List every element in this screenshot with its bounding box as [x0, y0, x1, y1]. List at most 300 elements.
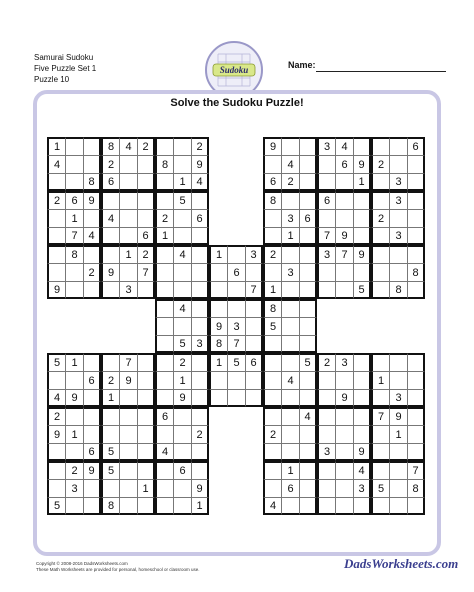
sudoku-cell[interactable]: 8 — [389, 281, 407, 299]
sudoku-cell[interactable]: 1 — [371, 371, 389, 389]
sudoku-cell[interactable] — [407, 407, 425, 425]
sudoku-cell[interactable] — [119, 227, 137, 245]
sudoku-cell[interactable] — [137, 173, 155, 191]
sudoku-cell[interactable] — [191, 245, 209, 263]
sudoku-cell[interactable]: 3 — [281, 263, 299, 281]
sudoku-cell[interactable] — [155, 335, 173, 353]
sudoku-cell[interactable]: 9 — [335, 227, 353, 245]
sudoku-cell[interactable] — [191, 317, 209, 335]
sudoku-cell[interactable]: 9 — [83, 461, 101, 479]
sudoku-cell[interactable] — [335, 461, 353, 479]
sudoku-cell[interactable] — [263, 335, 281, 353]
sudoku-cell[interactable] — [371, 227, 389, 245]
sudoku-cell[interactable]: 2 — [191, 425, 209, 443]
sudoku-cell[interactable]: 1 — [263, 281, 281, 299]
sudoku-cell[interactable] — [155, 137, 173, 155]
sudoku-cell[interactable] — [155, 353, 173, 371]
sudoku-cell[interactable] — [335, 425, 353, 443]
sudoku-cell[interactable]: 7 — [245, 281, 263, 299]
sudoku-cell[interactable] — [65, 281, 83, 299]
sudoku-cell[interactable]: 4 — [173, 299, 191, 317]
sudoku-cell[interactable]: 2 — [83, 263, 101, 281]
sudoku-cell[interactable] — [65, 173, 83, 191]
sudoku-cell[interactable]: 9 — [353, 443, 371, 461]
sudoku-cell[interactable] — [65, 497, 83, 515]
sudoku-cell[interactable] — [191, 371, 209, 389]
sudoku-cell[interactable] — [353, 425, 371, 443]
sudoku-cell[interactable]: 4 — [281, 155, 299, 173]
sudoku-cell[interactable] — [83, 155, 101, 173]
sudoku-cell[interactable]: 7 — [335, 245, 353, 263]
sudoku-cell[interactable]: 3 — [317, 245, 335, 263]
sudoku-cell[interactable] — [191, 443, 209, 461]
sudoku-cell[interactable]: 6 — [191, 209, 209, 227]
sudoku-cell[interactable] — [101, 281, 119, 299]
sudoku-cell[interactable] — [389, 461, 407, 479]
sudoku-cell[interactable] — [155, 173, 173, 191]
sudoku-cell[interactable] — [389, 353, 407, 371]
sudoku-cell[interactable] — [317, 209, 335, 227]
sudoku-cell[interactable]: 1 — [209, 353, 227, 371]
sudoku-cell[interactable]: 1 — [173, 371, 191, 389]
sudoku-cell[interactable] — [191, 227, 209, 245]
sudoku-cell[interactable] — [407, 497, 425, 515]
sudoku-cell[interactable] — [173, 425, 191, 443]
sudoku-cell[interactable]: 6 — [407, 137, 425, 155]
sudoku-cell[interactable]: 9 — [101, 263, 119, 281]
sudoku-cell[interactable] — [155, 263, 173, 281]
sudoku-cell[interactable]: 9 — [335, 389, 353, 407]
sudoku-cell[interactable] — [47, 173, 65, 191]
sudoku-cell[interactable]: 7 — [317, 227, 335, 245]
sudoku-cell[interactable] — [281, 137, 299, 155]
sudoku-cell[interactable] — [371, 263, 389, 281]
sudoku-cell[interactable] — [299, 497, 317, 515]
sudoku-cell[interactable]: 3 — [281, 209, 299, 227]
sudoku-cell[interactable] — [371, 191, 389, 209]
sudoku-cell[interactable]: 3 — [317, 137, 335, 155]
sudoku-cell[interactable] — [137, 497, 155, 515]
sudoku-cell[interactable] — [137, 281, 155, 299]
sudoku-cell[interactable] — [299, 443, 317, 461]
sudoku-cell[interactable] — [101, 425, 119, 443]
sudoku-cell[interactable] — [335, 443, 353, 461]
sudoku-cell[interactable] — [101, 245, 119, 263]
sudoku-cell[interactable]: 6 — [335, 155, 353, 173]
sudoku-cell[interactable]: 1 — [65, 209, 83, 227]
sudoku-cell[interactable]: 2 — [281, 173, 299, 191]
sudoku-cell[interactable] — [83, 137, 101, 155]
sudoku-cell[interactable]: 6 — [263, 173, 281, 191]
sudoku-cell[interactable] — [317, 155, 335, 173]
sudoku-cell[interactable] — [371, 245, 389, 263]
sudoku-cell[interactable]: 9 — [65, 389, 83, 407]
sudoku-cell[interactable]: 4 — [299, 407, 317, 425]
sudoku-cell[interactable] — [137, 461, 155, 479]
sudoku-cell[interactable] — [155, 389, 173, 407]
sudoku-cell[interactable] — [281, 443, 299, 461]
sudoku-cell[interactable] — [173, 263, 191, 281]
sudoku-cell[interactable] — [119, 461, 137, 479]
sudoku-cell[interactable]: 8 — [65, 245, 83, 263]
sudoku-cell[interactable] — [227, 371, 245, 389]
sudoku-cell[interactable] — [281, 335, 299, 353]
sudoku-cell[interactable] — [227, 389, 245, 407]
sudoku-cell[interactable]: 3 — [317, 443, 335, 461]
sudoku-cell[interactable] — [299, 281, 317, 299]
sudoku-cell[interactable] — [173, 407, 191, 425]
sudoku-cell[interactable] — [119, 479, 137, 497]
sudoku-cell[interactable]: 9 — [47, 281, 65, 299]
sudoku-cell[interactable] — [191, 299, 209, 317]
sudoku-cell[interactable] — [155, 461, 173, 479]
sudoku-cell[interactable]: 9 — [209, 317, 227, 335]
sudoku-cell[interactable] — [353, 263, 371, 281]
sudoku-cell[interactable] — [245, 335, 263, 353]
sudoku-cell[interactable]: 5 — [101, 443, 119, 461]
sudoku-cell[interactable] — [317, 371, 335, 389]
sudoku-cell[interactable] — [335, 497, 353, 515]
sudoku-cell[interactable] — [101, 191, 119, 209]
sudoku-cell[interactable] — [263, 389, 281, 407]
sudoku-cell[interactable] — [245, 371, 263, 389]
sudoku-cell[interactable] — [65, 371, 83, 389]
sudoku-cell[interactable] — [353, 227, 371, 245]
sudoku-cell[interactable]: 8 — [263, 299, 281, 317]
sudoku-cell[interactable]: 6 — [281, 479, 299, 497]
sudoku-cell[interactable] — [101, 479, 119, 497]
sudoku-cell[interactable] — [371, 137, 389, 155]
sudoku-cell[interactable]: 3 — [227, 317, 245, 335]
sudoku-cell[interactable] — [155, 299, 173, 317]
sudoku-cell[interactable] — [299, 155, 317, 173]
sudoku-cell[interactable] — [407, 425, 425, 443]
sudoku-cell[interactable]: 8 — [83, 173, 101, 191]
sudoku-cell[interactable]: 1 — [209, 245, 227, 263]
sudoku-cell[interactable] — [263, 407, 281, 425]
sudoku-cell[interactable]: 6 — [299, 209, 317, 227]
sudoku-cell[interactable] — [353, 497, 371, 515]
sudoku-cell[interactable]: 4 — [353, 461, 371, 479]
sudoku-cell[interactable] — [263, 371, 281, 389]
sudoku-cell[interactable]: 7 — [119, 353, 137, 371]
sudoku-cell[interactable] — [407, 155, 425, 173]
sudoku-cell[interactable]: 6 — [83, 443, 101, 461]
sudoku-cell[interactable] — [263, 155, 281, 173]
sudoku-cell[interactable] — [155, 371, 173, 389]
sudoku-cell[interactable]: 3 — [389, 173, 407, 191]
sudoku-cell[interactable] — [407, 281, 425, 299]
sudoku-cell[interactable]: 2 — [317, 353, 335, 371]
sudoku-cell[interactable]: 4 — [119, 137, 137, 155]
sudoku-cell[interactable]: 5 — [227, 353, 245, 371]
sudoku-cell[interactable]: 6 — [83, 371, 101, 389]
sudoku-cell[interactable] — [173, 209, 191, 227]
sudoku-cell[interactable] — [317, 425, 335, 443]
sudoku-cell[interactable] — [65, 137, 83, 155]
sudoku-cell[interactable] — [119, 425, 137, 443]
sudoku-cell[interactable] — [263, 263, 281, 281]
sudoku-cell[interactable]: 2 — [137, 245, 155, 263]
sudoku-cell[interactable] — [65, 407, 83, 425]
sudoku-cell[interactable] — [173, 443, 191, 461]
sudoku-cell[interactable] — [335, 263, 353, 281]
sudoku-cell[interactable]: 7 — [65, 227, 83, 245]
sudoku-cell[interactable]: 2 — [101, 371, 119, 389]
sudoku-cell[interactable] — [353, 371, 371, 389]
sudoku-cell[interactable] — [263, 353, 281, 371]
sudoku-cell[interactable] — [389, 371, 407, 389]
sudoku-cell[interactable] — [353, 137, 371, 155]
sudoku-cell[interactable] — [245, 389, 263, 407]
sudoku-cell[interactable] — [299, 461, 317, 479]
sudoku-cell[interactable]: 6 — [245, 353, 263, 371]
sudoku-cell[interactable] — [281, 245, 299, 263]
sudoku-cell[interactable] — [389, 155, 407, 173]
sudoku-cell[interactable]: 5 — [173, 335, 191, 353]
sudoku-cell[interactable] — [335, 479, 353, 497]
sudoku-cell[interactable] — [353, 353, 371, 371]
sudoku-cell[interactable] — [299, 425, 317, 443]
sudoku-cell[interactable]: 2 — [263, 245, 281, 263]
sudoku-cell[interactable] — [155, 281, 173, 299]
sudoku-cell[interactable] — [191, 263, 209, 281]
sudoku-cell[interactable] — [191, 353, 209, 371]
sudoku-cell[interactable] — [245, 299, 263, 317]
sudoku-cell[interactable]: 9 — [83, 191, 101, 209]
sudoku-cell[interactable] — [83, 425, 101, 443]
sudoku-cell[interactable] — [101, 227, 119, 245]
sudoku-cell[interactable] — [137, 407, 155, 425]
sudoku-cell[interactable] — [209, 281, 227, 299]
sudoku-cell[interactable]: 4 — [155, 443, 173, 461]
sudoku-cell[interactable] — [191, 191, 209, 209]
sudoku-cell[interactable] — [353, 407, 371, 425]
sudoku-cell[interactable] — [299, 263, 317, 281]
sudoku-cell[interactable]: 4 — [47, 389, 65, 407]
sudoku-cell[interactable] — [317, 461, 335, 479]
sudoku-cell[interactable] — [47, 263, 65, 281]
sudoku-cell[interactable]: 1 — [65, 353, 83, 371]
sudoku-cell[interactable] — [263, 227, 281, 245]
sudoku-cell[interactable] — [389, 209, 407, 227]
sudoku-cell[interactable]: 6 — [173, 461, 191, 479]
sudoku-cell[interactable] — [389, 245, 407, 263]
sudoku-cell[interactable] — [317, 173, 335, 191]
sudoku-cell[interactable] — [119, 497, 137, 515]
sudoku-cell[interactable] — [299, 191, 317, 209]
sudoku-cell[interactable]: 5 — [173, 191, 191, 209]
sudoku-cell[interactable] — [389, 137, 407, 155]
sudoku-cell[interactable]: 3 — [389, 389, 407, 407]
sudoku-cell[interactable] — [281, 497, 299, 515]
sudoku-cell[interactable] — [389, 263, 407, 281]
sudoku-cell[interactable] — [47, 371, 65, 389]
sudoku-cell[interactable]: 6 — [227, 263, 245, 281]
sudoku-cell[interactable] — [371, 497, 389, 515]
sudoku-cell[interactable] — [353, 191, 371, 209]
sudoku-cell[interactable]: 8 — [407, 263, 425, 281]
sudoku-cell[interactable] — [371, 443, 389, 461]
sudoku-cell[interactable] — [281, 191, 299, 209]
sudoku-cell[interactable]: 1 — [119, 245, 137, 263]
sudoku-cell[interactable] — [83, 209, 101, 227]
sudoku-cell[interactable] — [209, 263, 227, 281]
sudoku-cell[interactable] — [119, 209, 137, 227]
sudoku-cell[interactable] — [83, 479, 101, 497]
sudoku-cell[interactable]: 4 — [335, 137, 353, 155]
sudoku-cell[interactable] — [47, 227, 65, 245]
sudoku-cell[interactable] — [335, 173, 353, 191]
sudoku-cell[interactable] — [155, 425, 173, 443]
sudoku-cell[interactable]: 2 — [101, 155, 119, 173]
sudoku-cell[interactable] — [83, 497, 101, 515]
sudoku-cell[interactable] — [119, 389, 137, 407]
sudoku-cell[interactable]: 1 — [353, 173, 371, 191]
sudoku-cell[interactable]: 9 — [191, 155, 209, 173]
sudoku-cell[interactable] — [101, 407, 119, 425]
sudoku-cell[interactable]: 8 — [263, 191, 281, 209]
sudoku-cell[interactable] — [317, 281, 335, 299]
sudoku-cell[interactable] — [407, 191, 425, 209]
sudoku-cell[interactable] — [371, 389, 389, 407]
sudoku-cell[interactable] — [209, 299, 227, 317]
sudoku-cell[interactable]: 5 — [47, 353, 65, 371]
sudoku-cell[interactable] — [299, 371, 317, 389]
sudoku-cell[interactable] — [137, 155, 155, 173]
sudoku-cell[interactable]: 2 — [155, 209, 173, 227]
sudoku-cell[interactable]: 3 — [335, 353, 353, 371]
sudoku-cell[interactable]: 6 — [65, 191, 83, 209]
sudoku-cell[interactable]: 2 — [371, 155, 389, 173]
sudoku-cell[interactable]: 4 — [101, 209, 119, 227]
sudoku-cell[interactable] — [317, 497, 335, 515]
sudoku-cell[interactable]: 9 — [389, 407, 407, 425]
sudoku-cell[interactable] — [263, 443, 281, 461]
sudoku-cell[interactable] — [281, 317, 299, 335]
sudoku-cell[interactable] — [209, 389, 227, 407]
sudoku-cell[interactable]: 9 — [191, 479, 209, 497]
sudoku-cell[interactable] — [155, 497, 173, 515]
sudoku-cell[interactable] — [299, 335, 317, 353]
sudoku-cell[interactable] — [47, 461, 65, 479]
sudoku-cell[interactable] — [191, 281, 209, 299]
sudoku-cell[interactable] — [389, 479, 407, 497]
sudoku-cell[interactable]: 1 — [101, 389, 119, 407]
sudoku-cell[interactable]: 9 — [173, 389, 191, 407]
sudoku-cell[interactable]: 2 — [191, 137, 209, 155]
sudoku-cell[interactable]: 5 — [263, 317, 281, 335]
sudoku-cell[interactable] — [65, 443, 83, 461]
sudoku-cell[interactable] — [335, 407, 353, 425]
sudoku-cell[interactable] — [227, 281, 245, 299]
sudoku-cell[interactable] — [299, 389, 317, 407]
sudoku-cell[interactable]: 3 — [119, 281, 137, 299]
sudoku-cell[interactable]: 1 — [173, 173, 191, 191]
sudoku-cell[interactable]: 2 — [263, 425, 281, 443]
sudoku-cell[interactable]: 1 — [281, 461, 299, 479]
sudoku-cell[interactable] — [317, 263, 335, 281]
sudoku-cell[interactable] — [227, 245, 245, 263]
sudoku-cell[interactable] — [407, 389, 425, 407]
sudoku-cell[interactable]: 4 — [83, 227, 101, 245]
sudoku-cell[interactable]: 6 — [101, 173, 119, 191]
sudoku-cell[interactable]: 1 — [137, 479, 155, 497]
sudoku-cell[interactable] — [191, 461, 209, 479]
sudoku-cell[interactable] — [101, 353, 119, 371]
sudoku-cell[interactable]: 8 — [101, 497, 119, 515]
sudoku-cell[interactable] — [317, 479, 335, 497]
sudoku-cell[interactable] — [299, 227, 317, 245]
sudoku-cell[interactable] — [119, 173, 137, 191]
sudoku-cell[interactable] — [119, 263, 137, 281]
sudoku-cell[interactable]: 9 — [353, 245, 371, 263]
sudoku-cell[interactable] — [299, 173, 317, 191]
sudoku-cell[interactable]: 5 — [47, 497, 65, 515]
sudoku-cell[interactable] — [353, 209, 371, 227]
sudoku-cell[interactable] — [83, 407, 101, 425]
sudoku-cell[interactable] — [173, 281, 191, 299]
sudoku-cell[interactable] — [173, 497, 191, 515]
sudoku-cell[interactable]: 3 — [353, 479, 371, 497]
sudoku-cell[interactable] — [281, 281, 299, 299]
sudoku-cell[interactable] — [407, 371, 425, 389]
sudoku-cell[interactable] — [299, 317, 317, 335]
sudoku-cell[interactable] — [281, 407, 299, 425]
sudoku-cell[interactable] — [119, 155, 137, 173]
sudoku-cell[interactable] — [335, 281, 353, 299]
sudoku-cell[interactable]: 1 — [191, 497, 209, 515]
sudoku-cell[interactable]: 1 — [389, 425, 407, 443]
sudoku-cell[interactable] — [137, 209, 155, 227]
sudoku-cell[interactable] — [155, 191, 173, 209]
sudoku-cell[interactable] — [137, 191, 155, 209]
sudoku-cell[interactable] — [191, 389, 209, 407]
sudoku-cell[interactable] — [173, 317, 191, 335]
sudoku-cell[interactable] — [371, 353, 389, 371]
sudoku-cell[interactable] — [371, 281, 389, 299]
sudoku-cell[interactable] — [245, 317, 263, 335]
sudoku-cell[interactable] — [299, 299, 317, 317]
sudoku-cell[interactable] — [371, 425, 389, 443]
sudoku-cell[interactable]: 2 — [371, 209, 389, 227]
sudoku-cell[interactable] — [263, 461, 281, 479]
sudoku-cell[interactable] — [173, 137, 191, 155]
sudoku-cell[interactable]: 5 — [101, 461, 119, 479]
sudoku-cell[interactable] — [137, 443, 155, 461]
sudoku-cell[interactable]: 8 — [407, 479, 425, 497]
sudoku-cell[interactable] — [155, 479, 173, 497]
sudoku-cell[interactable] — [389, 497, 407, 515]
sudoku-cell[interactable] — [155, 245, 173, 263]
sudoku-cell[interactable]: 7 — [137, 263, 155, 281]
sudoku-cell[interactable]: 9 — [47, 425, 65, 443]
sudoku-cell[interactable] — [281, 425, 299, 443]
sudoku-cell[interactable]: 1 — [65, 425, 83, 443]
sudoku-cell[interactable] — [137, 371, 155, 389]
sudoku-cell[interactable]: 5 — [299, 353, 317, 371]
sudoku-cell[interactable] — [119, 191, 137, 209]
sudoku-cell[interactable] — [137, 389, 155, 407]
sudoku-cell[interactable] — [65, 263, 83, 281]
sudoku-cell[interactable]: 7 — [407, 461, 425, 479]
sudoku-cell[interactable]: 5 — [371, 479, 389, 497]
sudoku-cell[interactable]: 9 — [119, 371, 137, 389]
sudoku-cell[interactable]: 3 — [191, 335, 209, 353]
sudoku-cell[interactable]: 6 — [317, 191, 335, 209]
sudoku-cell[interactable] — [173, 155, 191, 173]
sudoku-cell[interactable]: 4 — [191, 173, 209, 191]
